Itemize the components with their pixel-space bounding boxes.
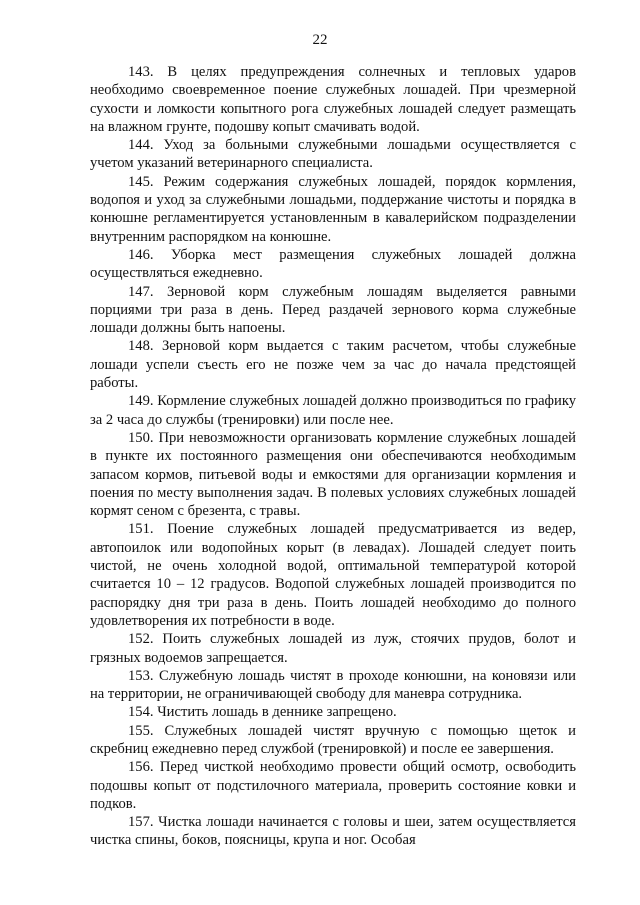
paragraph-157: 157. Чистка лошади начинается с головы и шеи, затем осуществляется чистка спины, боков, поясницы, крупа и ног. Особая	[90, 814, 576, 849]
paragraph-152: 152. Поить служебных лошадей из луж, стоячих прудов, болот и грязных водоемов запрещается.	[90, 631, 576, 666]
paragraph-147: 147. Зерновой корм служебным лошадям выделяется равными порциями три раза в день. Перед раздачей зернового корма служебные лошади должны быть напоены.	[90, 283, 576, 337]
paragraph-150: 150. При невозможности организовать кормление служебных лошадей в пункте их постоянного размещения они обеспечиваются необходимым запасом кормов, питьевой воды и емкостями для организации кормления и поения по месту выполнения задач. В полевых условиях служебных лошадей кормят сеном с брезента, с травы.	[90, 429, 576, 520]
paragraph-144: 144. Уход за больными служебными лошадьми осуществляется с учетом указаний ветеринарного специалиста.	[90, 137, 576, 172]
paragraph-143: 143. В целях предупреждения солнечных и тепловых ударов необходимо своевременное поение служебных лошадей. При чрезмерной сухости и ломкости копытного рога служебных лошадей следует размещать на влажном грунте, подошву копыт смачивать водой.	[90, 64, 576, 135]
body-text	[90, 63, 576, 850]
page-number: 22	[312, 32, 328, 48]
paragraph-145: 145. Режим содержания служебных лошадей, порядок кормления, водопоя и уход за служебными лошадьми, поддержание чистоты и порядка в конюшне регламентируется установленным в кавалерийском подразделении внутренним распорядком на конюшне.	[90, 173, 576, 245]
paragraph-149: 149. Кормление служебных лошадей должно производиться по графику за 2 часа до службы (тренировки) или после нее.	[90, 393, 576, 428]
paragraph-155: 155. Служебных лошадей чистят вручную с помощью щеток и скребниц ежедневно перед службой (тренировкой) и после ее завершения.	[90, 722, 576, 757]
paragraph-154: 154. Чистить лошадь в деннике запрещено.	[128, 704, 397, 721]
paragraph-153: 153. Служебную лошадь чистят в проходе конюшни, на коновязи или на территории, не ограничивающей свободу для маневра сотрудника.	[90, 667, 576, 703]
paragraph-146: 146. Уборка мест размещения служебных лошадей должна осуществляться ежедневно.	[90, 246, 576, 282]
paragraph-156: 156. Перед чисткой необходимо провести общий осмотр, освободить подошвы копыт от подстилочного материала, проверить состояние ковки и подков.	[90, 759, 576, 812]
paragraph-151: 151. Поение служебных лошадей предусматривается из ведер, автопоилок или водопойных корыт (в левадах). Лошадей следует поить чистой, не очень холодной водой, оптимальной температурой которой считается 10 – 12 градусов. Водопой служебных лошадей производится по распорядку дня три раза в день. Поить лошадей необходимо до полного удовлетворения их потребности в воде.	[90, 521, 576, 629]
paragraph-148: 148. Зерновой корм выдается с таким расчетом, чтобы служебные лошади успели съесть его не позже чем за час до начала предстоящей работы.	[90, 338, 576, 392]
